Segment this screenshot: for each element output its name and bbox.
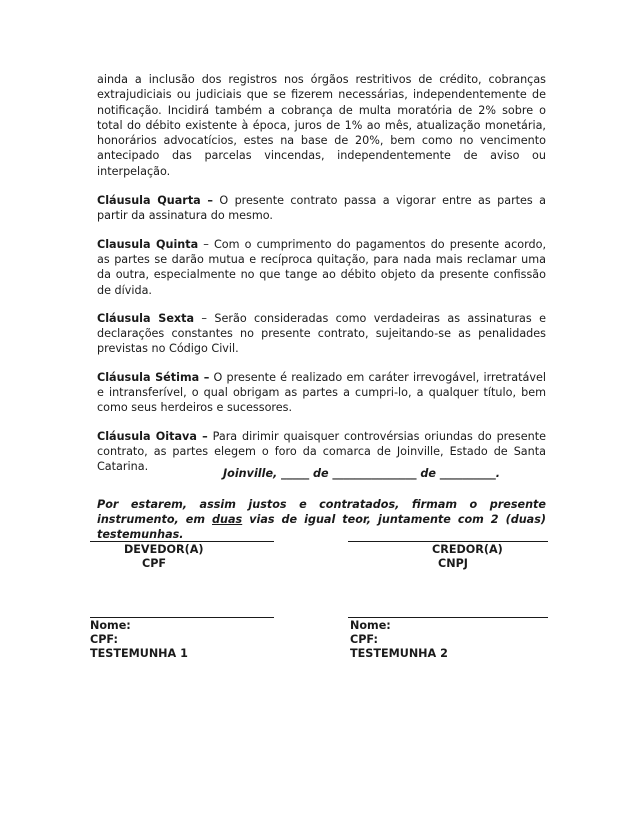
witness-2-role: TESTEMUNHA 2 — [350, 647, 448, 660]
closing-statement — [97, 497, 546, 543]
clause-text: Para dirimir quaisquer controvérsias oriundas do presente contrato, as partes elegem o foro da comarca de Joinville, Estado de Santa Catarina. — [97, 429, 546, 474]
clause-text: O presente contrato passa a vigorar entre as partes a partir da assinatura do mesmo. — [97, 194, 546, 223]
date-line: Joinville, _____ de _______________ de __________. — [223, 467, 501, 480]
clause-title: Cláusula Sexta — [97, 311, 195, 325]
contract-body — [97, 72, 546, 555]
witness-1-signature-line — [90, 617, 274, 618]
clause-title: Cláusula Quarta – — [97, 194, 214, 208]
witness-1-role: TESTEMUNHA 1 — [90, 647, 188, 660]
clause-title: Cláusula Oitava – — [97, 429, 208, 443]
closing-text-2: vias de igual teor, juntamente com 2 (duas) testemunhas. — [97, 512, 546, 542]
devedor-signature-line — [90, 541, 274, 542]
clause-title: Cláusula Sétima – — [97, 370, 210, 384]
clause-text: – Serão consideradas como verdadeiras as assinaturas e declarações constantes no presente contrato, sujeitando-se as penalidades previstas no Código Civil. — [97, 311, 546, 356]
closing-text-1: Por estarem, assim justos e contratados, firmam o presente instrumento, em — [97, 497, 546, 526]
witness-2-signature-line — [348, 617, 548, 618]
devedor-label: DEVEDOR(A) — [124, 543, 204, 556]
clause-text: O presente é realizado em caráter irrevogável, irretratável e intransferível, o qual obrigam as partes a cumpri-lo, a qualquer título, bem como seus herdeiros e sucessores. — [97, 370, 546, 415]
intro-paragraph: ainda a inclusão dos registros nos órgãos restritivos de crédito, cobranças extrajudiciais ou judiciais que se fizerem necessárias, independentemente de notificação. Incidirá também a cobrança de multa moratória de 2% sobre o total do débito existente à época, juros de 1% ao mês, atualização monetária, honorários advocatícios, estes na base de 20%, bem como no vencimento antecipado das parcelas vincendas, independentemente de aviso ou interpelação. — [97, 73, 546, 178]
clause-title: Clausula Quinta — [97, 237, 199, 251]
clause-setima — [97, 370, 546, 416]
credor-label: CREDOR(A) — [432, 543, 503, 556]
clause-text: – Com o cumprimento do pagamentos do presente acordo, as partes se darão mutua e recíproca quitação, para nada mais reclamar uma da outra, especialmente no que tange ao débito objeto da presente confissão de dívida. — [97, 237, 547, 297]
clause-sexta — [97, 311, 546, 357]
credor-doc-label: CNPJ — [438, 557, 468, 570]
witness-2-cpf-label: CPF: — [350, 633, 378, 646]
credor-signature-line — [348, 541, 548, 542]
clause-quarta — [97, 193, 546, 224]
witness-1-name-label: Nome: — [90, 619, 131, 632]
witness-2-name-label: Nome: — [350, 619, 391, 632]
witness-1-cpf-label: CPF: — [90, 633, 118, 646]
devedor-doc-label: CPF — [142, 557, 167, 570]
clause-quinta — [97, 237, 546, 298]
closing-underlined: duas — [212, 512, 243, 526]
